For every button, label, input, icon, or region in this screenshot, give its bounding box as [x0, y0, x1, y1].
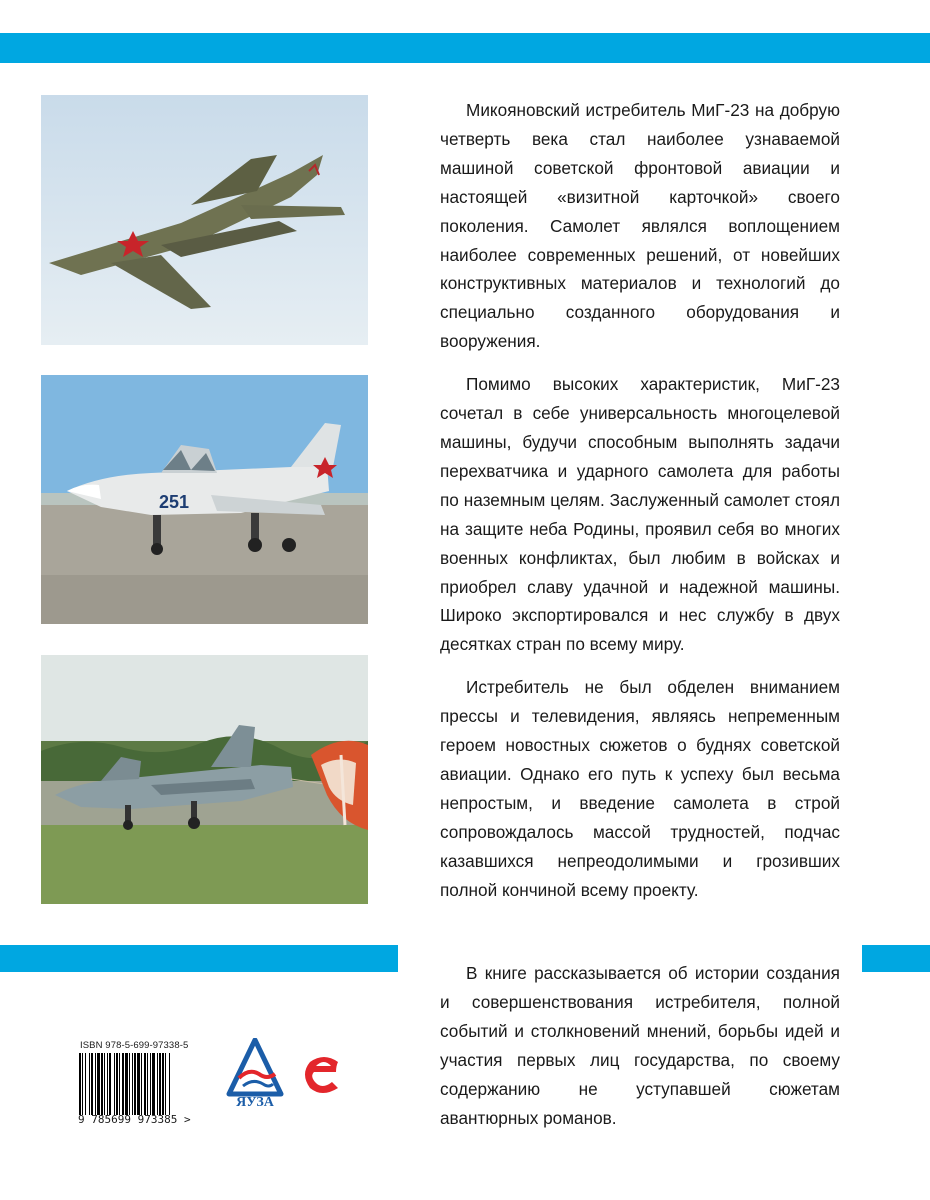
- barcode-bar: [162, 1053, 164, 1115]
- barcode-bar: [104, 1053, 105, 1115]
- yauza-logo-text: ЯУЗА: [236, 1095, 274, 1108]
- barcode-bar: [122, 1053, 124, 1115]
- barcode-bar: [165, 1053, 166, 1115]
- barcode-bar: [134, 1053, 136, 1115]
- bottom-accent-stripe-left: [0, 945, 398, 972]
- paragraph-3: Истребитель не был обделен вниманием прессы и телевидения, являясь непременным героем новостных сюжетов о буднях советской авиации. Однако его путь к успеху был весьма непростым, и введение самолета в строй сопровождалось массой трудностей, подчас казавшихся непреодолимыми и грозивших полной кончиной всему проекту.: [440, 677, 840, 900]
- barcode-bar: [109, 1053, 111, 1115]
- tail-number-251: 251: [159, 492, 190, 512]
- barcode-bar: [95, 1053, 96, 1115]
- photo-mig23-in-flight: [41, 95, 368, 345]
- barcode-bar: [147, 1053, 148, 1115]
- barcode-bar: [116, 1053, 118, 1115]
- barcode-bar: [150, 1053, 151, 1115]
- barcode-bar: [91, 1053, 93, 1115]
- paragraph-4: В книге рассказывается об истории создания и совершенствования истребителя, полной событий и столкновений мнений, борьбы идей и участия первых лиц государства, по своему содержанию не уступавшей сюжетам авантюрных романов.: [440, 963, 840, 1128]
- barcode-bar: [101, 1053, 103, 1115]
- barcode-bar: [119, 1053, 120, 1115]
- top-accent-stripe: [0, 33, 930, 63]
- barcode-bar: [169, 1053, 170, 1115]
- yauza-publisher-logo: [225, 1038, 285, 1108]
- barcode-bar: [152, 1053, 155, 1115]
- description-column: [440, 96, 840, 918]
- photo-mig23-landing-with-drag-chute: [41, 655, 368, 904]
- eksmo-logo-icon: [298, 1050, 348, 1100]
- barcode-bar: [107, 1053, 108, 1115]
- barcode-bar: [144, 1053, 146, 1115]
- isbn-label: ISBN 978-5-699-97338-5: [80, 1040, 189, 1051]
- barcode-bar: [132, 1053, 133, 1115]
- barcode-bar: [159, 1053, 161, 1115]
- barcode-bar: [129, 1053, 130, 1115]
- barcode-bar: [157, 1053, 158, 1115]
- barcode-bar: [85, 1053, 86, 1115]
- isbn-barcode-block: [78, 1040, 208, 1126]
- barcode-bar: [79, 1053, 81, 1115]
- barcode-bar: [97, 1053, 100, 1115]
- barcode-icon: [78, 1053, 208, 1115]
- barcode-bar: [82, 1053, 83, 1115]
- barcode-bar: [114, 1053, 115, 1115]
- barcode-digits: 9 785699 973385 >: [78, 1113, 191, 1126]
- barcode-bar: [137, 1053, 140, 1115]
- photo-mig23-two-seat-on-runway: [41, 375, 368, 624]
- paragraph-2: Помимо высоких характеристик, МиГ-23 сочетал в себе универсальность многоцелевой машины, будучи способным выполнять задачи перехватчика и ударного самолета для работы по наземным целям. Заслуженный самолет стоял на защите неба Родины, проявил себя во многих военных конфликтах, был любим в войсках и приобрел славу удачной и надежной машины. Широко экспортировался и нес службу в двух десятках стран по всему миру.: [440, 374, 840, 655]
- paragraph-1: Микояновский истребитель МиГ-23 на добрую четверть века стал наиболее узнаваемой машиной советской фронтовой авиации и настоящей «визитной карточкой» своего поколения. Самолет являлся воплощением наиболее современных решений, от новейших конструктивных материалов и технологий до специально созданного оборудования и вооружения.: [440, 100, 840, 352]
- barcode-bar: [89, 1053, 90, 1115]
- barcode-bar: [141, 1053, 142, 1115]
- barcode-bar: [125, 1053, 128, 1115]
- bottom-accent-stripe-right: [862, 945, 930, 972]
